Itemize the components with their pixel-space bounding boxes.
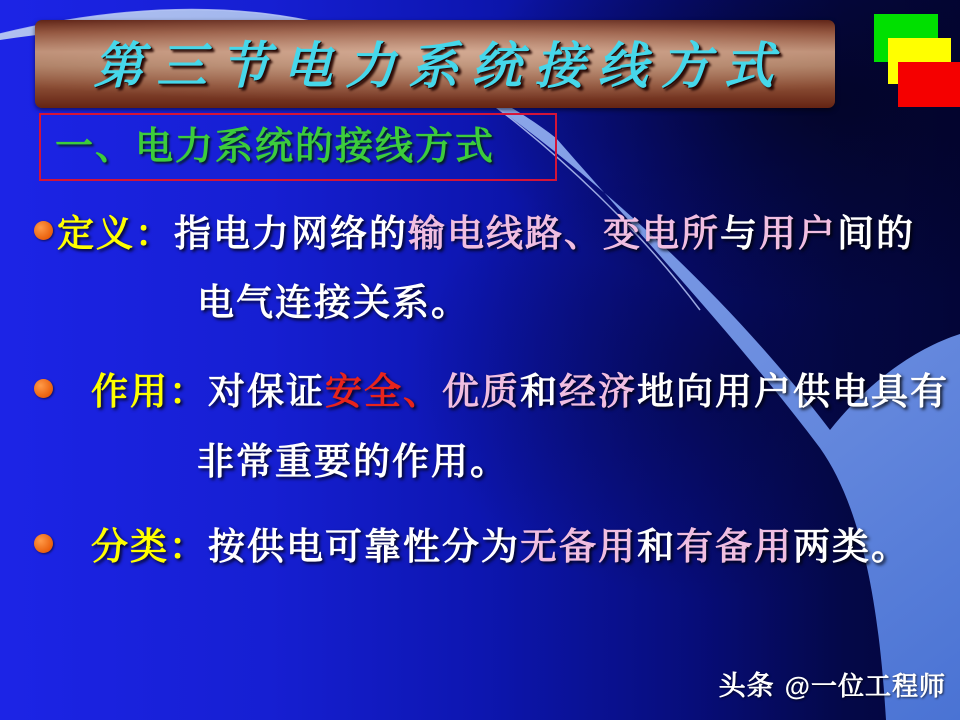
text-segment-plain: 电气连接关系。 xyxy=(197,282,470,323)
text-segment-term: 作用： xyxy=(91,371,208,412)
text-segment-plain: 和 xyxy=(520,371,559,412)
text-segment-plain: 非常重要的作用。 xyxy=(197,441,509,482)
text-segment-hl: 用户 xyxy=(759,213,837,254)
text-segment-hl: 无备用 xyxy=(520,526,637,567)
bullet-line-definition-cont xyxy=(197,272,470,326)
text-segment-hl: 有备用 xyxy=(676,526,793,567)
text-segment-plain: 间的 xyxy=(837,213,915,254)
corner-square-red xyxy=(898,62,960,107)
bullet-text xyxy=(197,272,470,326)
bullet-text xyxy=(91,361,949,415)
bullet-text xyxy=(91,516,910,570)
bullet-line-definition xyxy=(34,203,915,257)
text-segment-hl: 经济 xyxy=(559,371,637,412)
text-segment-term: 定义： xyxy=(57,213,174,254)
text-segment-danger: 安全、 xyxy=(325,371,442,412)
text-segment-plain: 对保证 xyxy=(208,371,325,412)
slide-title: 第三节电力系统接线方式 xyxy=(93,38,787,94)
section-heading-box xyxy=(39,113,557,181)
bullet-line-role xyxy=(34,361,949,415)
watermark-handle: @一位工程师 xyxy=(784,671,946,701)
bullet-dot-icon xyxy=(34,534,53,553)
text-segment-plain: 指电力网络的 xyxy=(174,213,408,254)
bullet-line-classification xyxy=(34,516,910,570)
bullet-dot-icon xyxy=(34,379,53,398)
text-segment-hl: 优质 xyxy=(442,371,520,412)
text-segment-term: 分类： xyxy=(91,526,208,567)
text-segment-plain: 和 xyxy=(637,526,676,567)
title-banner xyxy=(35,20,835,108)
bullet-text xyxy=(57,203,915,257)
watermark-brand: 头条 xyxy=(718,671,775,701)
text-segment-plain: 与 xyxy=(720,213,759,254)
text-segment-plain: 两类。 xyxy=(793,526,910,567)
bullet-text xyxy=(197,431,509,485)
text-segment-plain: 按供电可靠性分为 xyxy=(208,526,520,567)
section-heading: 一、电力系统的接线方式 xyxy=(55,126,496,168)
text-segment-hl: 输电线路、变电所 xyxy=(408,213,720,254)
bullet-line-role-cont xyxy=(197,431,509,485)
watermark xyxy=(719,664,946,703)
text-segment-plain: 地向用户供电具有 xyxy=(637,371,949,412)
bullet-dot-icon xyxy=(34,221,53,240)
